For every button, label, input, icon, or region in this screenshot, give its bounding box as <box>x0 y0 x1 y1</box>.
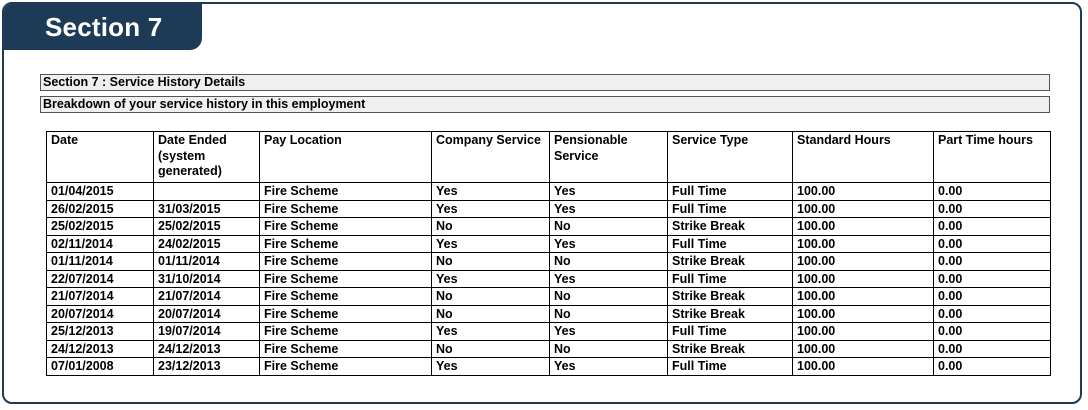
cell-company-service: Yes <box>432 200 550 218</box>
table-row <box>47 200 1051 218</box>
cell-date: 20/07/2014 <box>47 305 154 323</box>
table-row <box>47 288 1051 306</box>
cell-pay-location: Fire Scheme <box>260 218 432 236</box>
cell-standard-hours: 100.00 <box>793 235 934 253</box>
cell-date: 02/11/2014 <box>47 235 154 253</box>
cell-date: 22/07/2014 <box>47 270 154 288</box>
cell-date: 01/11/2014 <box>47 253 154 271</box>
column-header-pay-location: Pay Location <box>260 132 432 183</box>
cell-part-time-hours: 0.00 <box>934 270 1051 288</box>
cell-pensionable-service: Yes <box>550 200 668 218</box>
cell-part-time-hours: 0.00 <box>934 358 1051 376</box>
section-header-text: Section 7 : Service History Details <box>43 75 246 89</box>
cell-date-ended: 20/07/2014 <box>154 305 260 323</box>
cell-service-type: Full Time <box>668 235 793 253</box>
cell-pensionable-service: No <box>550 253 668 271</box>
table-body <box>47 183 1051 376</box>
cell-date-ended <box>154 183 260 201</box>
column-header-service-type: Service Type <box>668 132 793 183</box>
cell-pay-location: Fire Scheme <box>260 340 432 358</box>
cell-date: 25/02/2015 <box>47 218 154 236</box>
table-row <box>47 183 1051 201</box>
cell-part-time-hours: 0.00 <box>934 183 1051 201</box>
cell-date: 25/12/2013 <box>47 323 154 341</box>
cell-pensionable-service: No <box>550 340 668 358</box>
cell-standard-hours: 100.00 <box>793 340 934 358</box>
cell-company-service: Yes <box>432 183 550 201</box>
column-header-pensionable-service: Pensionable Service <box>550 132 668 183</box>
cell-pensionable-service: No <box>550 305 668 323</box>
cell-date: 01/04/2015 <box>47 183 154 201</box>
section-tab-label: Section 7 <box>45 12 163 42</box>
table-row <box>47 218 1051 236</box>
cell-date: 07/01/2008 <box>47 358 154 376</box>
table-row <box>47 358 1051 376</box>
cell-service-type: Full Time <box>668 183 793 201</box>
section-header-bar <box>40 74 1050 91</box>
cell-pay-location: Fire Scheme <box>260 323 432 341</box>
table-header-row <box>47 132 1051 183</box>
table-row <box>47 235 1051 253</box>
cell-date-ended: 24/02/2015 <box>154 235 260 253</box>
cell-pensionable-service: Yes <box>550 183 668 201</box>
cell-part-time-hours: 0.00 <box>934 235 1051 253</box>
section-panel <box>2 2 1082 404</box>
cell-pensionable-service: Yes <box>550 323 668 341</box>
cell-standard-hours: 100.00 <box>793 270 934 288</box>
cell-standard-hours: 100.00 <box>793 323 934 341</box>
cell-date-ended: 24/12/2013 <box>154 340 260 358</box>
cell-date-ended: 25/02/2015 <box>154 218 260 236</box>
cell-pensionable-service: No <box>550 288 668 306</box>
table-row <box>47 340 1051 358</box>
cell-date: 26/02/2015 <box>47 200 154 218</box>
cell-service-type: Strike Break <box>668 305 793 323</box>
cell-standard-hours: 100.00 <box>793 200 934 218</box>
cell-date-ended: 21/07/2014 <box>154 288 260 306</box>
cell-service-type: Strike Break <box>668 218 793 236</box>
cell-service-type: Full Time <box>668 270 793 288</box>
service-history-table <box>46 131 1051 376</box>
cell-pay-location: Fire Scheme <box>260 270 432 288</box>
cell-standard-hours: 100.00 <box>793 305 934 323</box>
cell-part-time-hours: 0.00 <box>934 253 1051 271</box>
cell-company-service: Yes <box>432 323 550 341</box>
cell-service-type: Strike Break <box>668 288 793 306</box>
cell-date-ended: 19/07/2014 <box>154 323 260 341</box>
cell-company-service: No <box>432 305 550 323</box>
cell-service-type: Strike Break <box>668 253 793 271</box>
cell-company-service: No <box>432 218 550 236</box>
cell-pay-location: Fire Scheme <box>260 200 432 218</box>
cell-part-time-hours: 0.00 <box>934 218 1051 236</box>
cell-service-type: Full Time <box>668 323 793 341</box>
table-row <box>47 253 1051 271</box>
sub-header-bar <box>40 96 1050 113</box>
cell-pensionable-service: Yes <box>550 235 668 253</box>
cell-pay-location: Fire Scheme <box>260 305 432 323</box>
cell-pay-location: Fire Scheme <box>260 183 432 201</box>
cell-pay-location: Fire Scheme <box>260 288 432 306</box>
cell-company-service: Yes <box>432 358 550 376</box>
cell-standard-hours: 100.00 <box>793 218 934 236</box>
cell-date-ended: 01/11/2014 <box>154 253 260 271</box>
table-row <box>47 270 1051 288</box>
cell-pay-location: Fire Scheme <box>260 235 432 253</box>
column-header-date: Date <box>47 132 154 183</box>
cell-company-service: Yes <box>432 235 550 253</box>
cell-standard-hours: 100.00 <box>793 358 934 376</box>
cell-part-time-hours: 0.00 <box>934 200 1051 218</box>
cell-date-ended: 23/12/2013 <box>154 358 260 376</box>
table-row <box>47 305 1051 323</box>
cell-date-ended: 31/03/2015 <box>154 200 260 218</box>
cell-pay-location: Fire Scheme <box>260 358 432 376</box>
cell-company-service: No <box>432 253 550 271</box>
cell-standard-hours: 100.00 <box>793 183 934 201</box>
cell-standard-hours: 100.00 <box>793 253 934 271</box>
cell-pensionable-service: Yes <box>550 358 668 376</box>
cell-pay-location: Fire Scheme <box>260 253 432 271</box>
cell-pensionable-service: No <box>550 218 668 236</box>
column-header-standard-hours: Standard Hours <box>793 132 934 183</box>
cell-part-time-hours: 0.00 <box>934 288 1051 306</box>
cell-part-time-hours: 0.00 <box>934 323 1051 341</box>
cell-service-type: Strike Break <box>668 340 793 358</box>
table-row <box>47 323 1051 341</box>
cell-service-type: Full Time <box>668 358 793 376</box>
cell-part-time-hours: 0.00 <box>934 340 1051 358</box>
cell-part-time-hours: 0.00 <box>934 305 1051 323</box>
cell-date: 24/12/2013 <box>47 340 154 358</box>
cell-date-ended: 31/10/2014 <box>154 270 260 288</box>
sub-header-text: Breakdown of your service history in this employment <box>43 97 366 111</box>
column-header-part-time-hours: Part Time hours <box>934 132 1051 183</box>
column-header-company-service: Company Service <box>432 132 550 183</box>
cell-company-service: No <box>432 340 550 358</box>
cell-service-type: Full Time <box>668 200 793 218</box>
cell-pensionable-service: Yes <box>550 270 668 288</box>
section-tab <box>4 4 202 50</box>
cell-company-service: No <box>432 288 550 306</box>
cell-date: 21/07/2014 <box>47 288 154 306</box>
cell-standard-hours: 100.00 <box>793 288 934 306</box>
cell-company-service: Yes <box>432 270 550 288</box>
column-header-date-ended: Date Ended (system generated) <box>154 132 260 183</box>
